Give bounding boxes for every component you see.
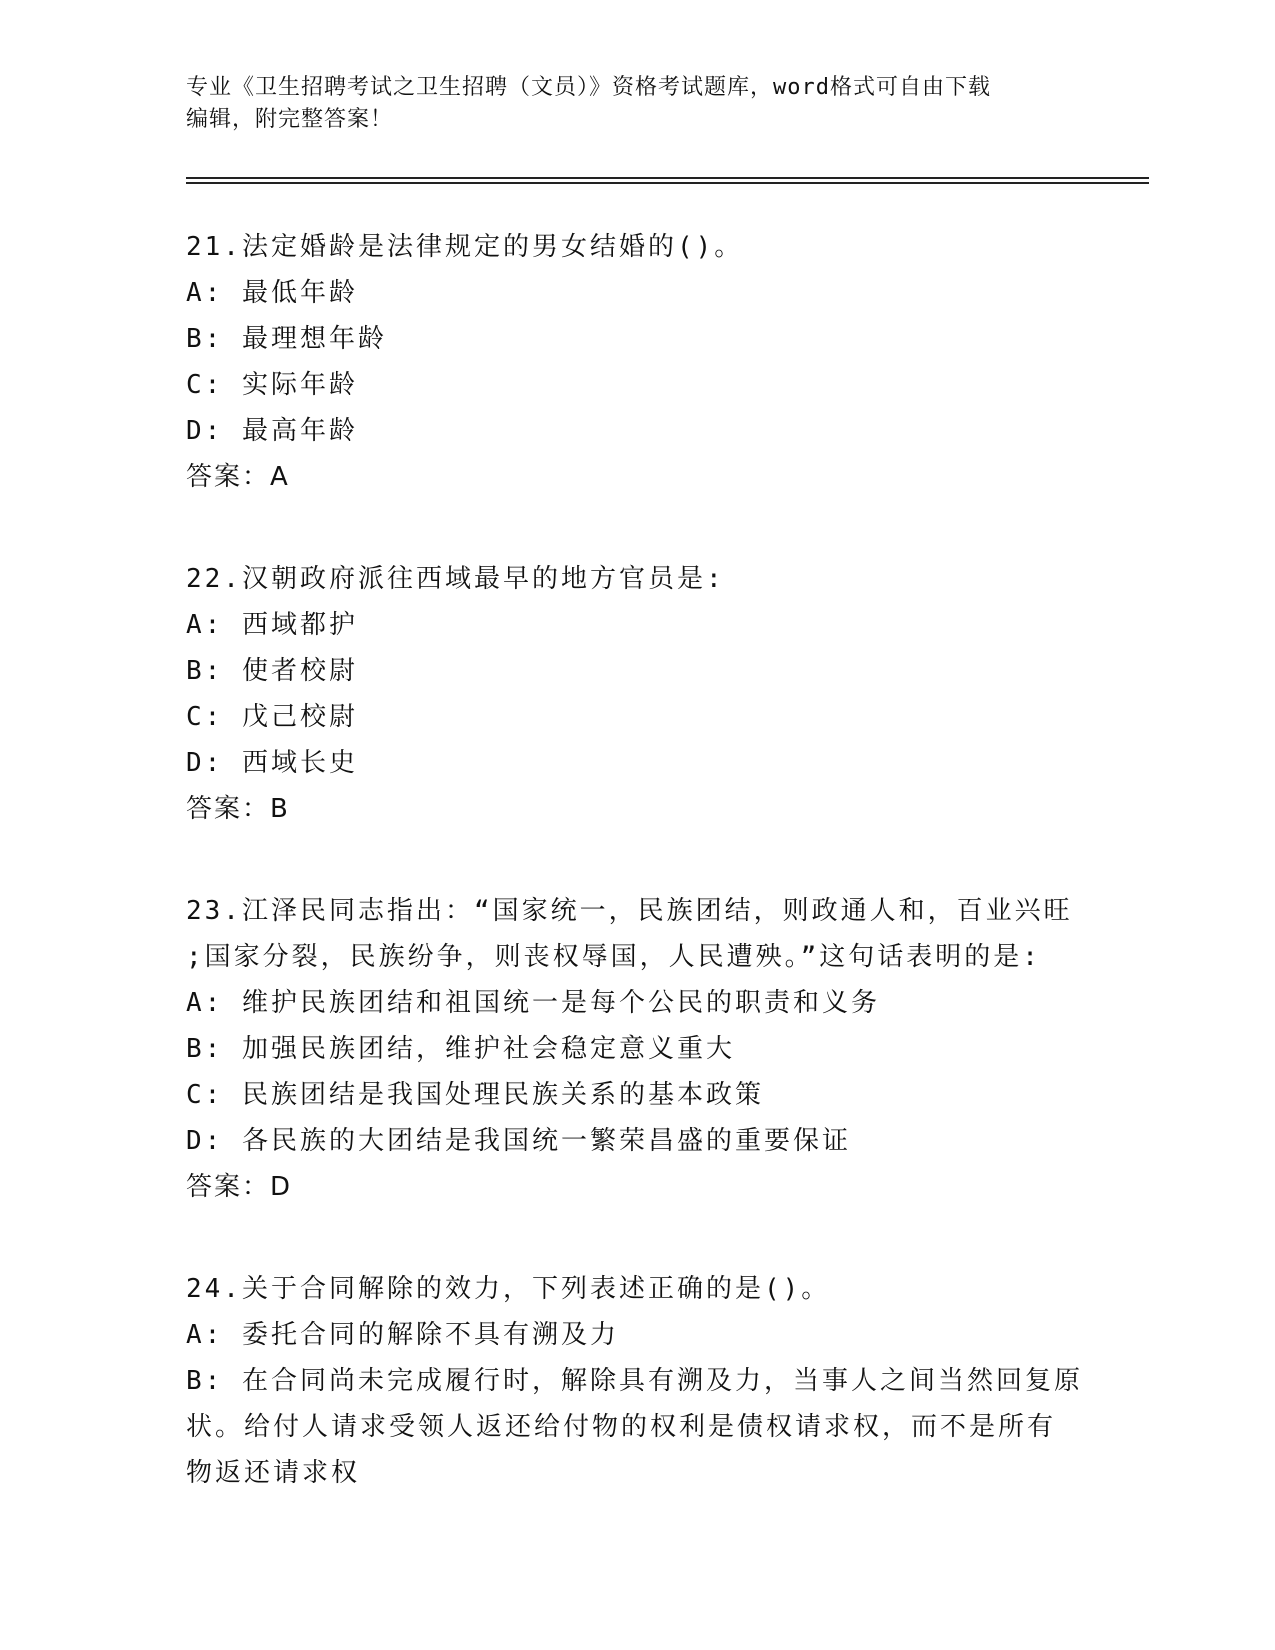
question-stem-line-2: ;国家分裂，民族纷争，则丧权辱国，人民遭殃。”这句话表明的是: — [186, 942, 1041, 972]
option-b-line-3: 物返还请求权 — [186, 1458, 361, 1488]
header-rule-top — [186, 177, 1149, 179]
option-c: C: 实际年龄 — [186, 370, 358, 400]
header-rule-bottom — [186, 182, 1149, 184]
option-d: D: 西域长史 — [186, 748, 358, 778]
option-a: A: 委托合同的解除不具有溯及力 — [186, 1320, 619, 1350]
header-line-1: 专业《卫生招聘考试之卫生招聘（文员）》资格考试题库，word格式可自由下载 — [186, 75, 991, 100]
option-a: A: 最低年龄 — [186, 278, 358, 308]
option-b-line-2: 状。给付人请求受领人返还给付物的权利是债权请求权，而不是所有 — [186, 1412, 1057, 1442]
option-a: A: 西域都护 — [186, 610, 358, 640]
option-c: C: 民族团结是我国处理民族关系的基本政策 — [186, 1080, 764, 1110]
question-24 — [186, 1266, 1086, 1496]
question-stem: 21.法定婚龄是法律规定的男女结婚的()。 — [186, 232, 744, 262]
option-d: D: 最高年龄 — [186, 416, 358, 446]
option-b: B: 使者校尉 — [186, 656, 358, 686]
answer-text: 答案：A — [186, 462, 290, 492]
question-21 — [186, 224, 1086, 500]
question-stem: 22.汉朝政府派往西域最早的地方官员是: — [186, 564, 725, 594]
option-b: B: 最理想年龄 — [186, 324, 387, 354]
answer-text: 答案：B — [186, 794, 290, 824]
question-list — [186, 224, 1086, 1552]
question-23 — [186, 888, 1086, 1210]
option-b-line-1: B: 在合同尚未完成履行时，解除具有溯及力，当事人之间当然回复原 — [186, 1366, 1083, 1396]
option-b: B: 加强民族团结，维护社会稳定意义重大 — [186, 1034, 735, 1064]
document-header — [186, 72, 1066, 136]
header-line-2: 编辑，附完整答案！ — [186, 107, 394, 132]
question-stem: 24.关于合同解除的效力，下列表述正确的是()。 — [186, 1274, 831, 1304]
question-22 — [186, 556, 1086, 832]
option-c: C: 戊己校尉 — [186, 702, 358, 732]
option-a: A: 维护民族团结和祖国统一是每个公民的职责和义务 — [186, 988, 880, 1018]
answer-text: 答案：D — [186, 1172, 293, 1202]
question-stem-line-1: 23.江泽民同志指出：“国家统一，民族团结，则政通人和，百业兴旺 — [186, 896, 1073, 926]
option-d: D: 各民族的大团结是我国统一繁荣昌盛的重要保证 — [186, 1126, 851, 1156]
